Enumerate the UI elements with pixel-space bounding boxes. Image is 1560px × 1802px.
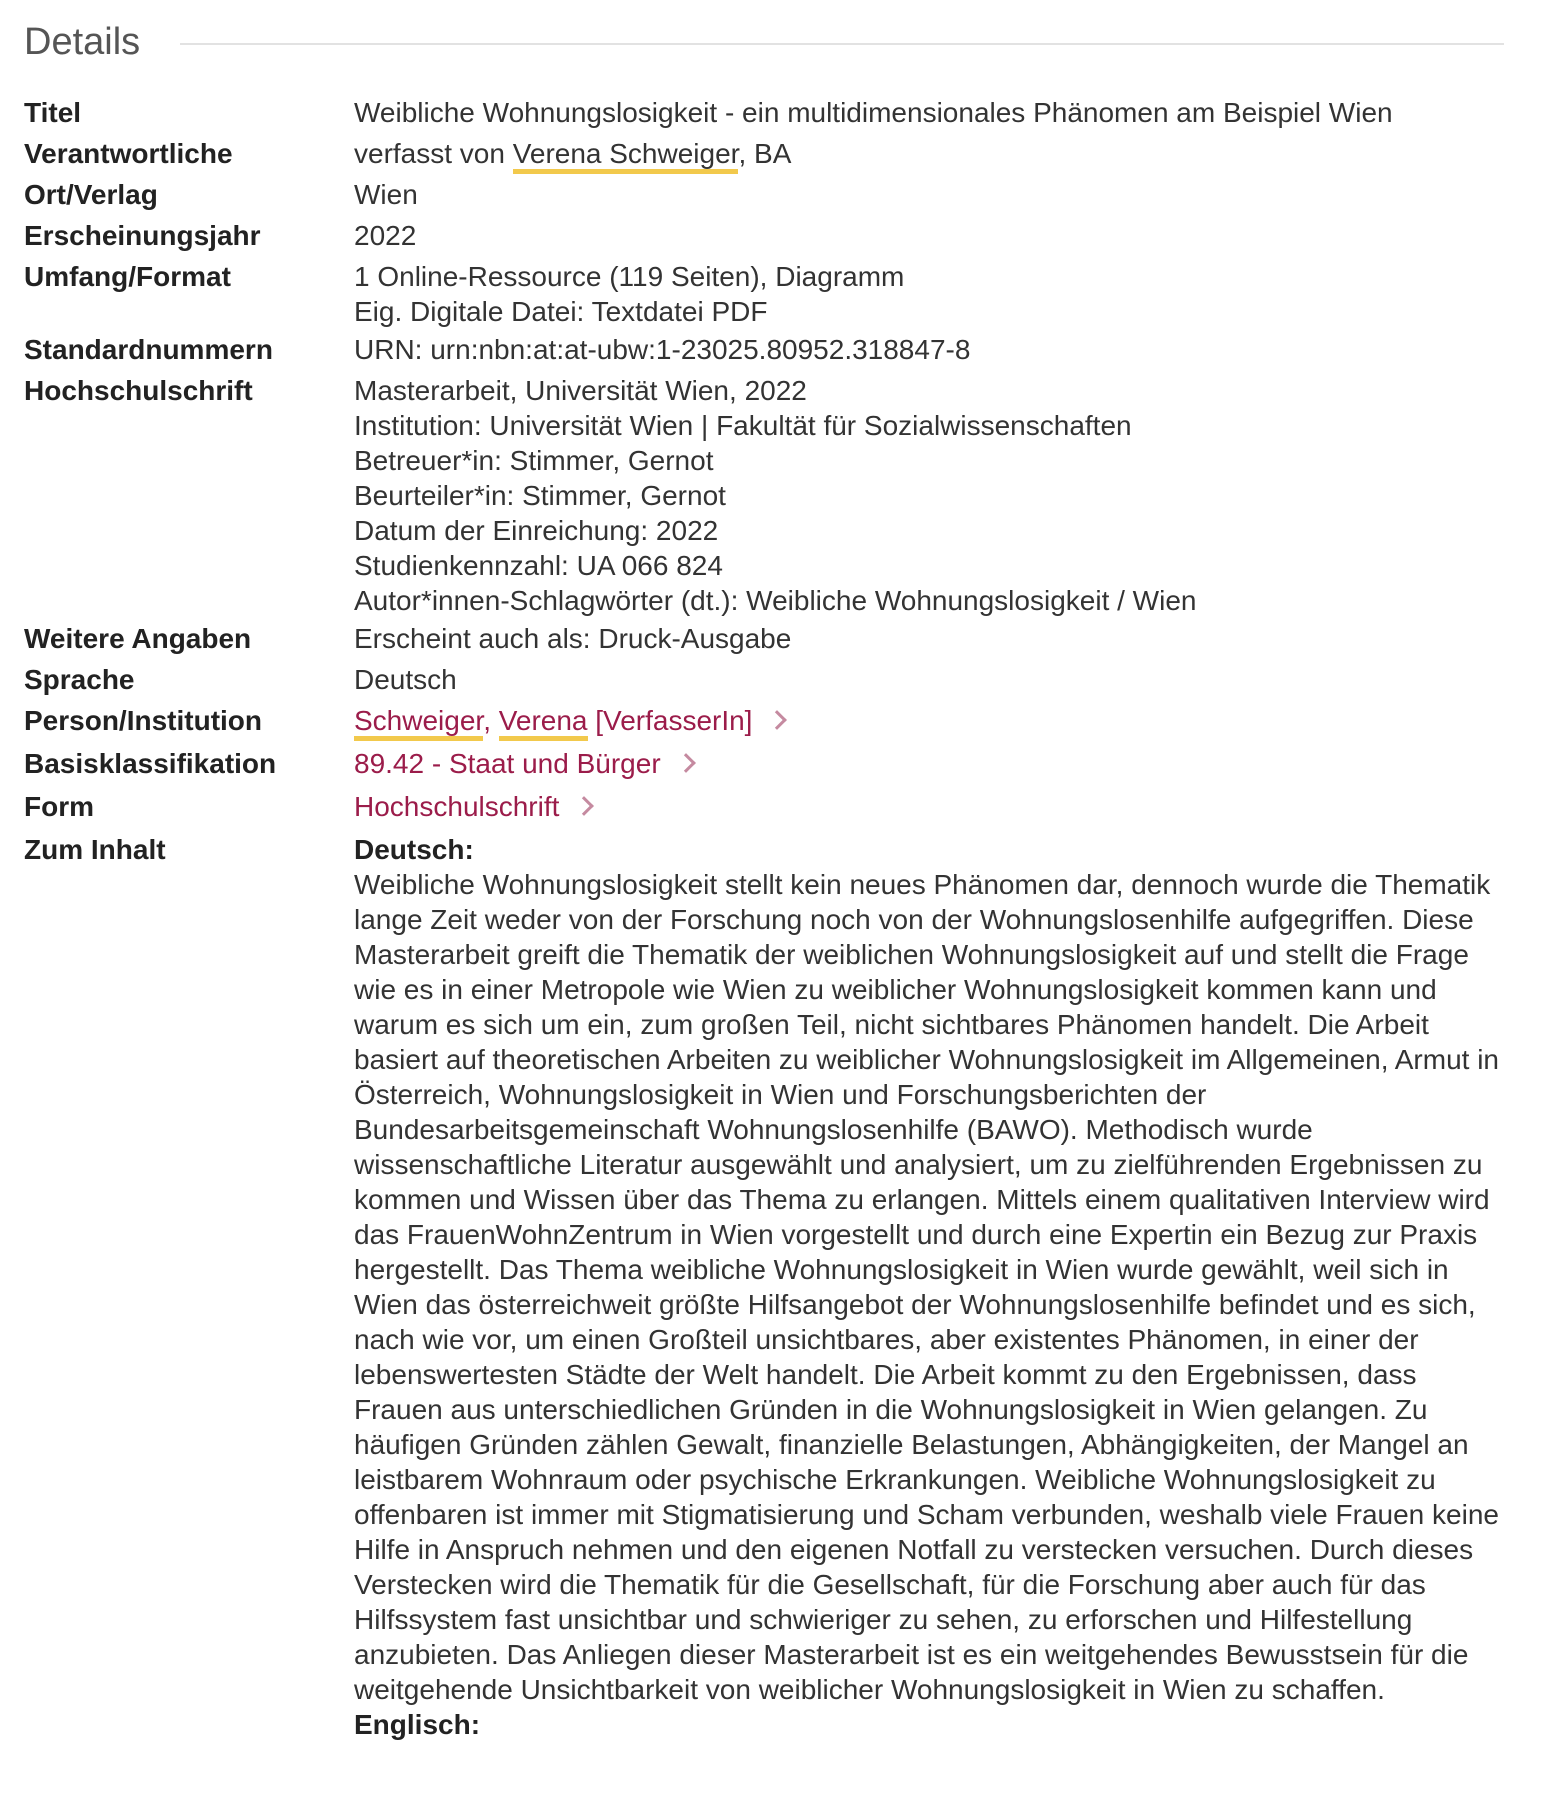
responsibility-prefix: verfasst von	[354, 138, 513, 169]
field-titel	[24, 92, 1512, 133]
field-label: Hochschulschrift	[24, 375, 253, 406]
field-weitere-angaben	[24, 618, 1512, 659]
value-line: Masterarbeit, Universität Wien, 2022	[354, 375, 807, 406]
field-value: 2022	[354, 220, 417, 251]
field-label: Person/Institution	[24, 705, 262, 736]
value-line: Betreuer*in: Stimmer, Gernot	[354, 445, 714, 476]
classification-link[interactable]	[354, 748, 693, 779]
field-value: Erscheint auch als: Druck-Ausgabe	[354, 623, 792, 654]
value-line: Studienkennzahl: UA 066 824	[354, 550, 723, 581]
field-label: Titel	[24, 97, 82, 128]
field-label: Weitere Angaben	[24, 623, 252, 654]
field-value: Wien	[354, 179, 418, 210]
field-basisklassifikation	[24, 743, 1512, 786]
field-value	[354, 133, 1512, 171]
field-hochschulschrift	[24, 370, 1512, 618]
abstract-language-heading-next: Englisch:	[354, 1709, 481, 1740]
chevron-right-icon	[768, 710, 788, 730]
value-line: 1 Online-Ressource (119 Seiten), Diagramm	[354, 261, 905, 292]
field-zum-inhalt	[24, 829, 1512, 1742]
value-line: Beurteiler*in: Stimmer, Gernot	[354, 480, 726, 511]
field-label: Umfang/Format	[24, 261, 231, 292]
chevron-right-icon	[676, 753, 696, 773]
section-divider	[180, 43, 1504, 45]
value-line: Institution: Universität Wien | Fakultät für Sozialwissenschaften	[354, 410, 1132, 441]
chevron-right-icon	[575, 796, 595, 816]
field-label: Standardnummern	[24, 334, 273, 365]
field-value: Deutsch	[354, 664, 457, 695]
abstract-language-heading: Deutsch:	[354, 834, 474, 865]
form-link[interactable]	[354, 791, 591, 822]
field-value	[354, 256, 1512, 329]
field-label: Form	[24, 791, 94, 822]
details-section-header	[24, 14, 1504, 70]
person-role: [VerfasserIn]	[587, 705, 753, 736]
person-firstname: Verena	[499, 705, 588, 741]
responsibility-suffix: , BA	[738, 138, 792, 169]
field-verantwortliche	[24, 133, 1512, 174]
field-value	[354, 829, 1512, 1742]
form-text: Hochschulschrift	[354, 791, 560, 822]
classification-text: 89.42 - Staat und Bürger	[354, 748, 661, 779]
section-title: Details	[24, 20, 141, 63]
value-line: Autor*innen-Schlagwörter (dt.): Weibliche Wohnungslosigkeit / Wien	[354, 585, 1197, 616]
field-label: Erscheinungsjahr	[24, 220, 261, 251]
field-sprache	[24, 659, 1512, 700]
field-value	[354, 786, 1512, 829]
abstract-text: Weibliche Wohnungslosigkeit stellt kein neues Phänomen dar, dennoch wurde die Thematik lange Zeit weder von der Forschung noch von der Wohnungslosenhilfe aufgegriffen. Diese Masterarbeit greift die Thematik der weiblichen Wohnungslosigkeit auf und stellt die Frage wie es in einer Metropole wie Wien zu weiblicher Wohnungslosigkeit kommen kann und warum es sich um ein, zum großen Teil, nicht sichtbares Phänomen handelt. Die Arbeit basiert auf theoretischen Arbeiten zu weiblicher Wohnungslosigkeit im Allgemeinen, Armut in Österreich, Wohnungslosigkeit in Wien und Forschungsberichten der Bundesarbeitsgemeinschaft Wohnungslosenhilfe (BAWO). Methodisch wurde wissenschaftliche Literatur ausgewählt und analysiert, um zu zielführenden Ergebnissen zu kommen und Wissen über das Thema zu erlangen. Mittels einem qualitativen Interview wird das FrauenWohnZentrum in Wien vorgestellt und durch eine Expertin ein Bezug zur Praxis hergestellt. Das Thema weibliche Wohnungslosigkeit in Wien wurde gewählt, weil sich in Wien das österreichweit größte Hilfsangebot der Wohnungslosenhilfe befindet und es sich, nach wie vor, um einen Großteil unsichtbares, aber existentes Phänomen, in einer der lebenswertesten Städte der Welt handelt. Die Arbeit kommt zu den Ergebnissen, dass Frauen aus unterschiedlichen Gründen in die Wohnungslosigkeit in Wien gelangen. Zu häufigen Gründen zählen Gewalt, finanzielle Belastungen, Abhängigkeiten, der Mangel an leistbarem Wohnraum oder psychische Erkrankungen. Weibliche Wohnungslosigkeit zu offenbaren ist immer mit Stigmatisierung und Scham verbunden, weshalb viele Frauen keine Hilfe in Anspruch nehmen und den eigenen Notfall zu verstecken versuchen. Durch dieses Verstecken wird die Thematik für die Gesellschaft, für die Forschung aber auch für das Hilfssystem fast unsichtbar und schwieriger zu sehen, zu erforschen und Hilfestellung anzubieten. Das Anliegen dieser Masterarbeit ist es ein weitgehendes Bewusstsein für die weitgehende Unsichtbarkeit von weiblicher Wohnungslosigkeit in Wien zu schaffen.	[354, 869, 1499, 1705]
field-label: Basisklassifikation	[24, 748, 277, 779]
field-label: Zum Inhalt	[24, 834, 166, 865]
field-ort-verlag	[24, 174, 1512, 215]
field-label: Sprache	[24, 664, 135, 695]
field-erscheinungsjahr	[24, 215, 1512, 256]
field-form	[24, 786, 1512, 829]
field-value: URN: urn:nbn:at:at-ubw:1-23025.80952.318847-8	[354, 334, 971, 365]
field-value	[354, 743, 1512, 786]
field-label: Ort/Verlag	[24, 179, 158, 210]
person-surname: Schweiger	[354, 705, 483, 741]
person-link[interactable]	[354, 705, 784, 736]
field-value	[354, 700, 1512, 743]
person-separator: ,	[483, 705, 499, 736]
field-person-institution	[24, 700, 1512, 743]
details-list	[24, 92, 1512, 1742]
field-label: Verantwortliche	[24, 138, 233, 169]
value-line: Eig. Digitale Datei: Textdatei PDF	[354, 296, 768, 327]
field-standardnummern	[24, 329, 1512, 370]
field-value	[354, 370, 1512, 618]
author-name-highlight: Verena Schweiger	[513, 138, 739, 174]
value-line: Datum der Einreichung: 2022	[354, 515, 719, 546]
field-umfang-format	[24, 256, 1512, 329]
field-value: Weibliche Wohnungslosigkeit - ein multidimensionales Phänomen am Beispiel Wien	[354, 97, 1393, 128]
